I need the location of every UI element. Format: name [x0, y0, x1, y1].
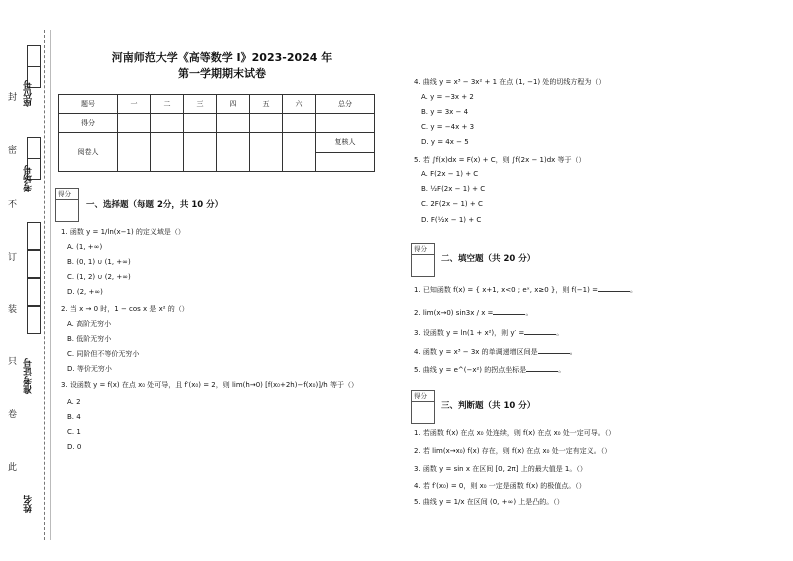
question-stem: 5. 若 ∫f(x)dx = F(x) + C，则 ∫f(2x − 1)dx 等于（）	[414, 156, 586, 164]
score-header-cell: 题号	[59, 95, 118, 114]
score-cell[interactable]	[118, 114, 151, 133]
section2-heading: 二、填空题（共 20 分）	[441, 254, 536, 264]
question-option: D. 等价无穷小	[67, 365, 112, 373]
score-header-cell: 六	[283, 95, 316, 114]
score-box-label: 得分	[412, 244, 434, 255]
answer-blank[interactable]	[493, 307, 525, 315]
grader-cell[interactable]	[151, 133, 184, 172]
grader-cell[interactable]	[283, 133, 316, 172]
question-option: C. 2F(2x − 1) + C	[421, 200, 483, 208]
score-header-cell: 五	[250, 95, 283, 114]
seal-char: 此	[8, 463, 18, 473]
question-option: A. 2	[67, 398, 81, 406]
judgment-item: 3. 函数 y = sin x 在区间 [0, 2π] 上的最大值是 1。（）	[414, 465, 587, 473]
fill-blank-item: 3. 设函数 y = ln(1 + x²)，则 y′ = 。	[414, 329, 564, 337]
seal-char: 密	[8, 146, 18, 156]
score-box-label: 得分	[56, 189, 78, 200]
reviewer-cell[interactable]	[316, 152, 375, 172]
ticket-box-4	[27, 306, 41, 334]
score-header-cell: 一	[118, 95, 151, 114]
question-option: A. 高阶无穷小	[67, 320, 112, 328]
fill-blank-item: 4. 函数 y = x³ − 3x 的单调递增区间是 。	[414, 348, 577, 356]
fill-blank-text: 3. 设函数 y = ln(1 + x²)，则 y′ =	[414, 329, 525, 337]
fill-blank-text: 4. 函数 y = x³ − 3x 的单调递增区间是	[414, 348, 538, 356]
reviewer-label: 复核人	[316, 133, 375, 153]
question-option: C. y = −4x + 3	[421, 123, 475, 131]
grader-cell[interactable]	[250, 133, 283, 172]
score-cell[interactable]	[283, 114, 316, 133]
section3-heading: 三、判断题（共 10 分）	[441, 401, 536, 411]
seal-char: 装	[8, 305, 18, 315]
seal-char: 卷	[8, 410, 18, 420]
fill-blank-text: 5. 曲线 y = e^(−x²) 的拐点坐标是	[414, 366, 527, 374]
score-table	[58, 94, 375, 172]
section3-score-box	[411, 390, 435, 424]
fill-blank-text: 1. 已知函数 f(x) = { x+1, x<0 ; eˣ, x≥0 }，则 f(−1) =	[414, 286, 598, 294]
question-option: B. (0, 1) ∪ (1, +∞)	[67, 258, 131, 266]
score-cell[interactable]	[184, 114, 217, 133]
ticket-number-label: 准考证号	[24, 358, 34, 394]
question-stem: 4. 曲线 y = x³ − 3x² + 1 在点 (1, −1) 处的切线方程为（）	[414, 78, 606, 86]
question-option: C. (1, 2) ∪ (2, +∞)	[67, 273, 131, 281]
grader-cell[interactable]	[118, 133, 151, 172]
judgment-item: 2. 若 lim(x→x₀) f(x) 存在，则 f(x) 在点 x₀ 处一定有定义。（）	[414, 447, 612, 455]
question-option: B. 低阶无穷小	[67, 335, 112, 343]
section2-score-box	[411, 243, 435, 277]
score-header-cell: 四	[217, 95, 250, 114]
section1-heading: 一、选择题（每题 2分，共 10 分）	[86, 200, 224, 210]
ticket-box-1	[27, 222, 41, 250]
score-cell[interactable]	[316, 114, 375, 133]
room-number-label: 考场号	[24, 165, 34, 192]
ticket-box-2	[27, 250, 41, 278]
question-option: B. ½F(2x − 1) + C	[421, 185, 486, 193]
score-cell[interactable]	[250, 114, 283, 133]
seal-line	[44, 30, 45, 540]
grader-row-label: 阅卷人	[59, 133, 118, 172]
grader-cell[interactable]	[184, 133, 217, 172]
question-option: A. (1, +∞)	[67, 243, 103, 251]
title-line-1: 河南师范大学《高等数学 I》2023-2024 年	[111, 51, 333, 64]
grader-cell[interactable]	[217, 133, 250, 172]
answer-blank[interactable]	[526, 364, 558, 372]
score-header-cell: 三	[184, 95, 217, 114]
score-cell[interactable]	[217, 114, 250, 133]
seal-char: 只	[8, 357, 18, 367]
fill-blank-item: 1. 已知函数 f(x) = { x+1, x<0 ; eˣ, x≥0 }，则 f(−1) = 。	[414, 286, 637, 294]
question-option: D. F(½x − 1) + C	[421, 216, 482, 224]
seal-line-solid	[50, 30, 51, 540]
name-label: 姓名	[24, 495, 34, 513]
answer-blank[interactable]	[538, 346, 570, 354]
fill-blank-text: 2. lim(x→0) sin3x / x =	[414, 309, 494, 317]
seal-char: 不	[8, 200, 18, 210]
question-option: B. y = 3x − 4	[421, 108, 469, 116]
seat-number-label: 座位号	[24, 80, 34, 107]
room-box-top	[27, 137, 41, 159]
question-option: D. 0	[67, 443, 82, 451]
binding-sidebar	[0, 0, 52, 561]
judgment-item: 1. 若函数 f(x) 在点 x₀ 处连续，则 f(x) 在点 x₀ 处一定可导。（）	[414, 429, 616, 437]
score-row-label: 得分	[59, 114, 118, 133]
question-option: C. 同阶但不等价无穷小	[67, 350, 140, 358]
answer-blank[interactable]	[524, 327, 556, 335]
seat-box-top	[27, 45, 41, 67]
score-header-cell: 二	[151, 95, 184, 114]
question-option: B. 4	[67, 413, 81, 421]
question-stem: 2. 当 x → 0 时，1 − cos x 是 x² 的（）	[61, 305, 189, 313]
question-option: C. 1	[67, 428, 81, 436]
judgment-item: 5. 曲线 y = 1/x 在区间 (0, +∞) 上是凸的。（）	[414, 498, 564, 506]
question-option: D. y = 4x − 5	[421, 138, 469, 146]
question-stem: 1. 函数 y = 1/ln(x−1) 的定义域是（）	[61, 228, 185, 236]
judgment-item: 4. 若 f′(x₀) = 0，则 x₀ 一定是函数 f(x) 的极值点。（）	[414, 482, 586, 490]
exam-title	[72, 50, 372, 82]
question-option: A. F(2x − 1) + C	[421, 170, 479, 178]
fill-blank-item: 5. 曲线 y = e^(−x²) 的拐点坐标是 。	[414, 366, 566, 374]
title-line-2: 第一学期期末试卷	[178, 67, 266, 80]
fill-blank-item: 2. lim(x→0) sin3x / x = 。	[414, 309, 533, 317]
section1-score-box	[55, 188, 79, 222]
question-option: A. y = −3x + 2	[421, 93, 474, 101]
seal-char: 订	[8, 253, 18, 263]
answer-blank[interactable]	[598, 284, 630, 292]
seal-char: 封	[8, 93, 18, 103]
score-box-label: 得分	[412, 391, 434, 402]
question-option: D. (2, +∞)	[67, 288, 103, 296]
score-cell[interactable]	[151, 114, 184, 133]
question-stem: 3. 设函数 y = f(x) 在点 x₀ 处可导，且 f′(x₀) = 2，则 lim(h→0) [f(x₀+2h)−f(x₀)]/h 等于（）	[61, 381, 358, 389]
score-header-cell: 总分	[316, 95, 375, 114]
ticket-box-3	[27, 278, 41, 306]
